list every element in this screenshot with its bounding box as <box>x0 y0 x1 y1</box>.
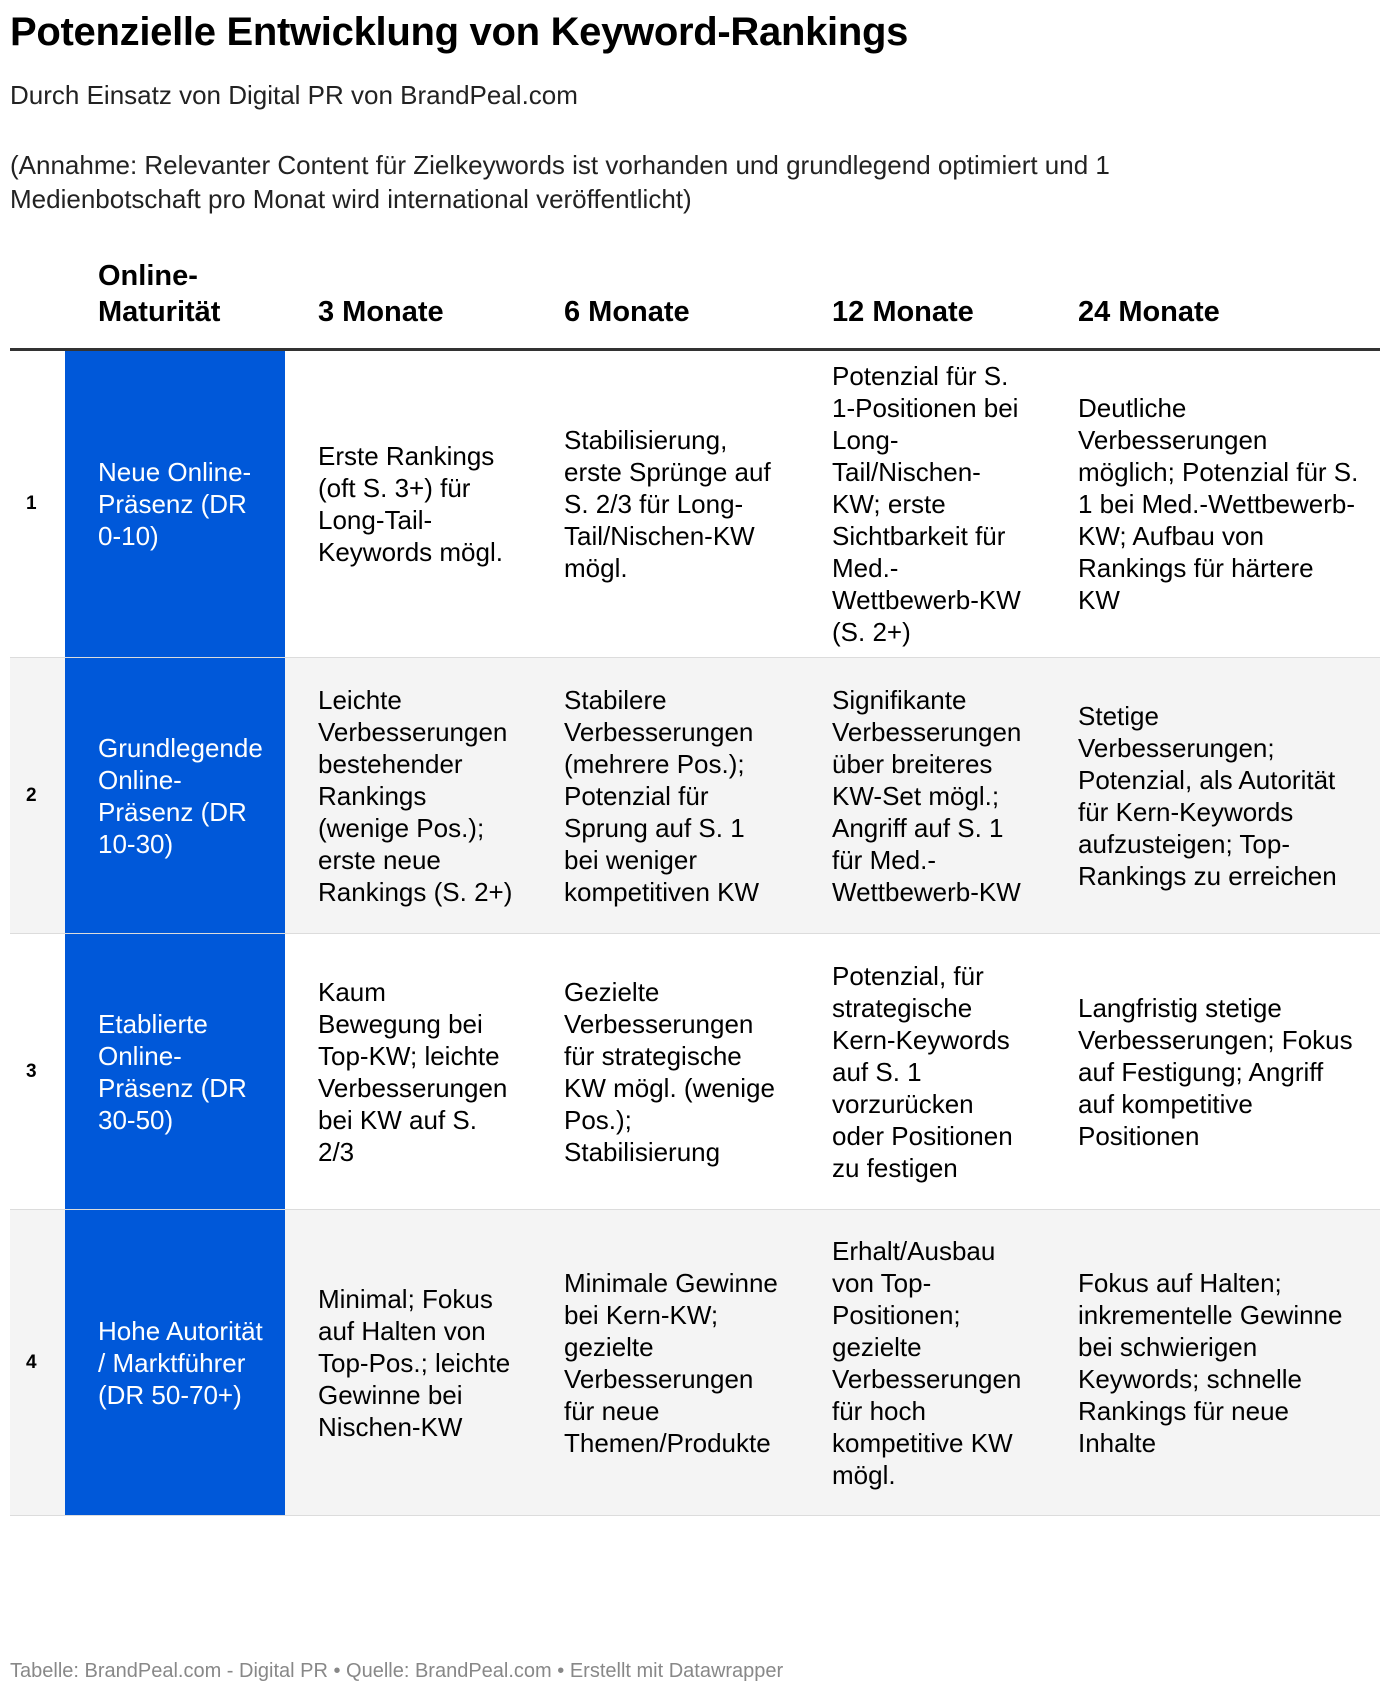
row-index: 3 <box>10 934 65 1210</box>
maturity-cell: Hohe Autorität / Marktführer (DR 50-70+) <box>65 1210 285 1516</box>
maturity-cell: Neue Online-Präsenz (DR 0-10) <box>65 350 285 658</box>
cell-3-months: Kaum Bewegung bei Top-KW; leichte Verbesserungen bei KW auf S. 2/3 <box>285 934 531 1210</box>
header-3-months[interactable]: 3 Monate <box>285 258 531 350</box>
header-index <box>10 258 65 350</box>
row-index: 2 <box>10 658 65 934</box>
header-12-months[interactable]: 12 Monate <box>799 258 1045 350</box>
cell-24-months: Stetige Verbesserungen; Potenzial, als Autorität für Kern-Keywords aufzusteigen; Top-Rankings zu erreichen <box>1045 658 1380 934</box>
table-row <box>10 658 1380 934</box>
cell-24-months: Langfristig stetige Verbesserungen; Fokus auf Festigung; Angriff auf kompetitive Positionen <box>1045 934 1380 1210</box>
cell-12-months: Potenzial, für strategische Kern-Keywords auf S. 1 vorzurücken oder Positionen zu festigen <box>799 934 1045 1210</box>
table-row <box>10 934 1380 1210</box>
cell-3-months: Minimal; Fokus auf Halten von Top-Pos.; leichte Gewinne bei Nischen-KW <box>285 1210 531 1516</box>
cell-24-months: Deutliche Verbesserungen möglich; Potenzial für S. 1 bei Med.-Wettbewerb-KW; Aufbau von Rankings für härtere KW <box>1045 350 1380 658</box>
cell-12-months: Erhalt/Ausbau von Top-Positionen; gezielte Verbesserungen für hoch kompetitive KW mögl. <box>799 1210 1045 1516</box>
cell-12-months: Potenzial für S. 1-Positionen bei Long-Tail/Nischen-KW; erste Sichtbarkeit für Med.-Wettbewerb-KW (S. 2+) <box>799 350 1045 658</box>
header-maturity[interactable]: Online-Maturität <box>65 258 285 350</box>
cell-3-months: Erste Rankings (oft S. 3+) für Long-Tail-Keywords mögl. <box>285 350 531 658</box>
table-subtitle: Durch Einsatz von Digital PR von BrandPeal.com <box>10 80 578 110</box>
maturity-cell: Etablierte Online-Präsenz (DR 30-50) <box>65 934 285 1210</box>
cell-12-months: Signifikante Verbesserungen über breiteres KW-Set mögl.; Angriff auf S. 1 für Med.-Wettbewerb-KW <box>799 658 1045 934</box>
maturity-cell: Grundlegende Online-Präsenz (DR 10-30) <box>65 658 285 934</box>
header-24-months[interactable]: 24 Monate <box>1045 258 1380 350</box>
table-footer: Tabelle: BrandPeal.com - Digital PR • Quelle: BrandPeal.com • Erstellt mit Datawrapper <box>10 1660 784 1682</box>
cell-24-months: Fokus auf Halten; inkrementelle Gewinne bei schwierigen Keywords; schnelle Rankings für neue Inhalte <box>1045 1210 1380 1516</box>
cell-6-months: Gezielte Verbesserungen für strategische KW mögl. (wenige Pos.); Stabilisierung <box>531 934 799 1210</box>
cell-6-months: Stabilere Verbesserungen (mehrere Pos.); Potenzial für Sprung auf S. 1 bei weniger kompetitiven KW <box>531 658 799 934</box>
row-index: 1 <box>10 350 65 658</box>
cell-3-months: Leichte Verbesserungen bestehender Rankings (wenige Pos.); erste neue Rankings (S. 2+) <box>285 658 531 934</box>
assumption-note: (Annahme: Relevanter Content für Zielkeywords ist vorhanden und grundlegend optimiert und 1 Medienbotschaft pro Monat wird international veröffentlicht) <box>10 150 1110 214</box>
cell-6-months: Minimale Gewinne bei Kern-KW; gezielte Verbesserungen für neue Themen/Produkte <box>531 1210 799 1516</box>
row-index: 4 <box>10 1210 65 1516</box>
cell-6-months: Stabilisierung, erste Sprünge auf S. 2/3 für Long-Tail/Nischen-KW mögl. <box>531 350 799 658</box>
table-viewport[interactable] <box>10 258 1359 1628</box>
table-row <box>10 1210 1380 1516</box>
table-title: Potenzielle Entwicklung von Keyword-Rankings <box>10 10 909 54</box>
rankings-table <box>10 258 1380 1516</box>
table-row <box>10 350 1380 658</box>
header-6-months[interactable]: 6 Monate <box>531 258 799 350</box>
